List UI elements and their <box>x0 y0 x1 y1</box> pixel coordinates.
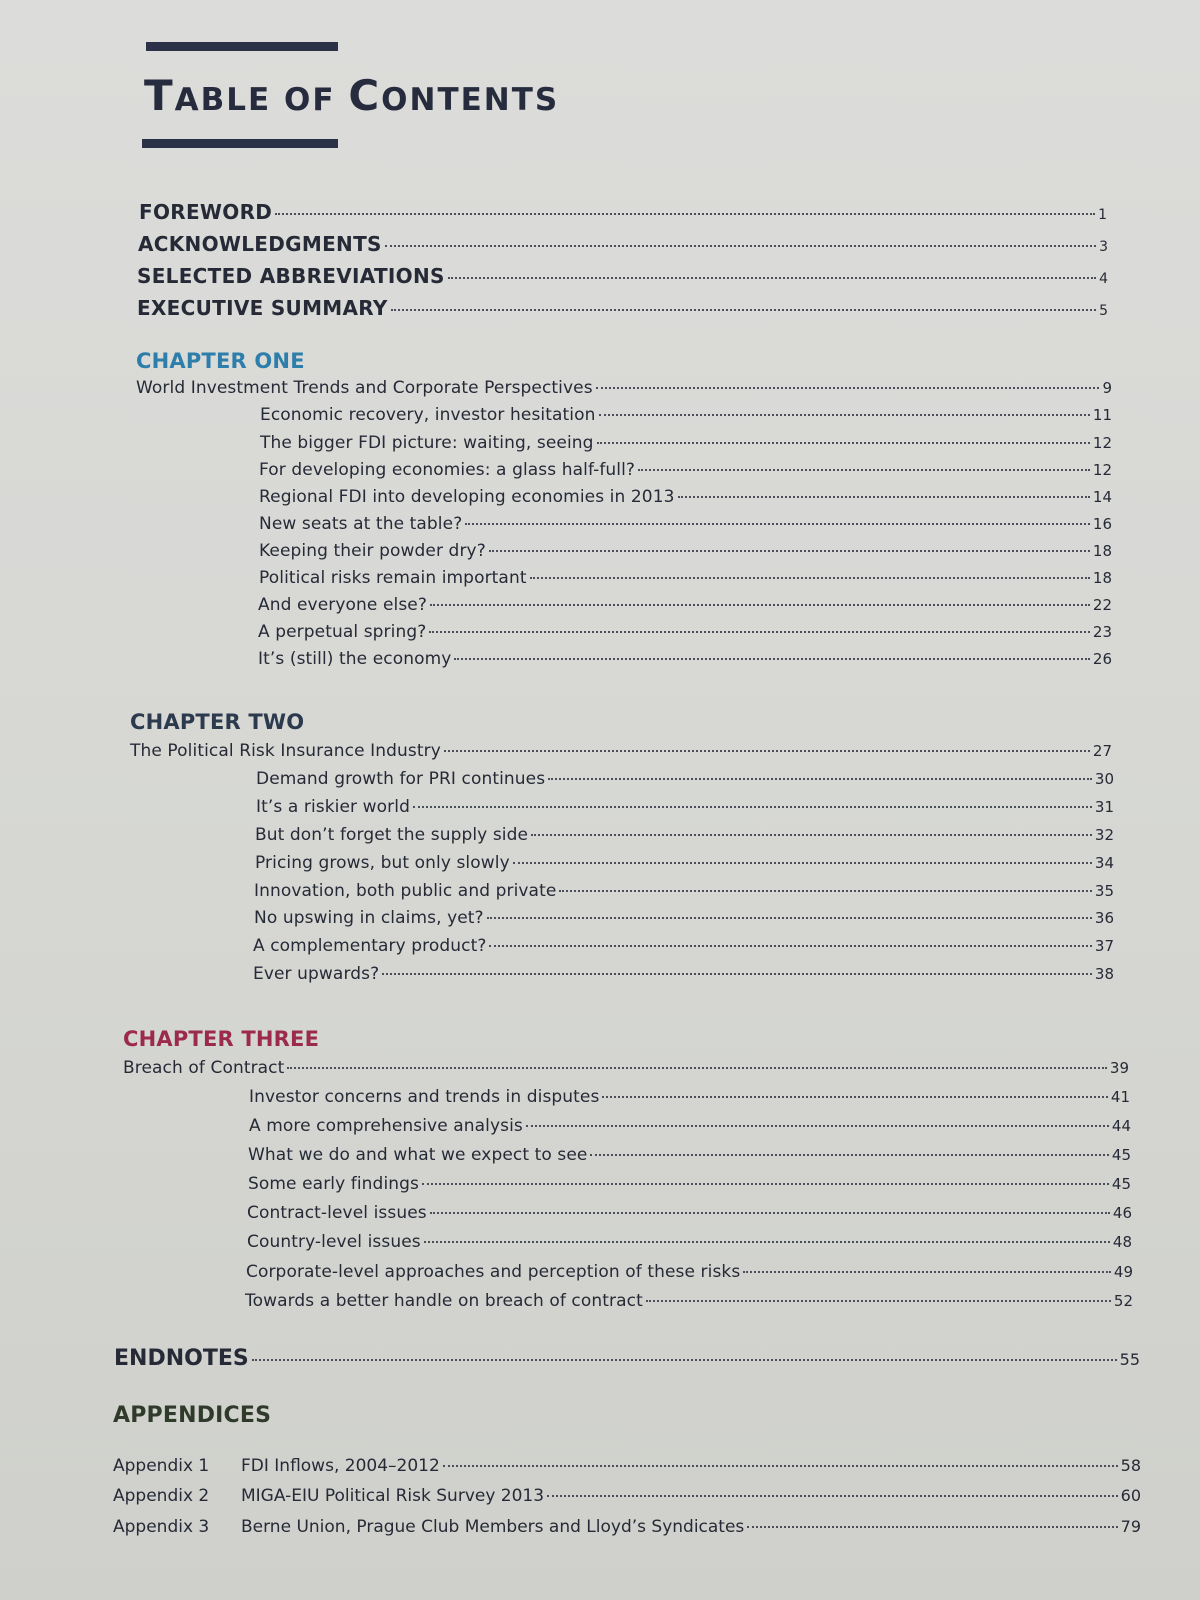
dot-leader <box>391 309 1096 311</box>
entry-label: Some early findings <box>248 1174 419 1194</box>
toc-section-entry[interactable] <box>256 769 1114 799</box>
entry-label: And everyone else? <box>258 595 427 615</box>
dot-leader <box>429 631 1090 633</box>
toc-appendix-entry[interactable] <box>113 1486 1141 1516</box>
page-number: 26 <box>1092 650 1112 668</box>
entry-label: A complementary product? <box>253 936 487 956</box>
dot-leader <box>487 917 1092 919</box>
entry-label: Keeping their powder dry? <box>259 541 486 561</box>
chapter-two-title-entry[interactable] <box>130 741 1112 771</box>
toc-appendix-entry[interactable] <box>113 1456 1141 1486</box>
entry-label: But don’t forget the supply side <box>255 825 529 845</box>
dot-leader <box>526 1125 1109 1127</box>
page-number: 14 <box>1092 488 1112 506</box>
entry-label: For developing economies: a glass half-full? <box>259 460 636 480</box>
page-number: 30 <box>1094 770 1114 788</box>
toc-section-entry[interactable] <box>249 1087 1130 1117</box>
entry-label: The bigger FDI picture: waiting, seeing <box>260 433 594 453</box>
toc-section-entry[interactable] <box>253 964 1114 994</box>
appendix-code: Appendix 2 <box>113 1486 210 1506</box>
page-number: 45 <box>1111 1146 1131 1164</box>
toc-section-entry[interactable] <box>258 622 1112 652</box>
entry-label: Regional FDI into developing economies in 2013 <box>259 487 675 507</box>
page-title: TABLE OF CONTENTS <box>144 71 560 120</box>
toc-section-entry[interactable] <box>259 487 1112 517</box>
page-number: 36 <box>1094 909 1114 927</box>
dot-leader <box>382 973 1092 975</box>
dot-leader <box>747 1526 1117 1528</box>
dot-leader <box>275 213 1095 215</box>
page-number: 1 <box>1098 207 1107 223</box>
toc-entry-abbreviations[interactable] <box>137 264 1108 294</box>
page-number: 79 <box>1120 1517 1141 1536</box>
toc-appendix-entry[interactable] <box>113 1517 1141 1547</box>
entry-label: No upswing in claims, yet? <box>254 908 484 928</box>
toc-section-entry[interactable] <box>259 568 1112 598</box>
page-number: 16 <box>1092 515 1112 533</box>
page-number: 23 <box>1092 623 1112 641</box>
entry-label: A more comprehensive analysis <box>249 1116 523 1136</box>
toc-section-entry[interactable] <box>254 881 1114 911</box>
page-number: 34 <box>1094 854 1114 872</box>
entry-label: Economic recovery, investor hesitation <box>260 405 596 425</box>
dot-leader <box>530 577 1090 579</box>
dot-leader <box>430 1212 1110 1214</box>
toc-section-entry[interactable] <box>258 649 1112 679</box>
page-number: 35 <box>1094 882 1114 900</box>
page-number: 11 <box>1092 406 1112 424</box>
page-number: 38 <box>1094 965 1114 983</box>
chapter-three-title-entry[interactable] <box>123 1058 1129 1088</box>
page-number: 58 <box>1120 1456 1141 1475</box>
dot-leader <box>646 1300 1111 1302</box>
dot-leader <box>548 778 1092 780</box>
dot-leader <box>547 1495 1118 1497</box>
entry-label: It’s a riskier world <box>256 797 410 817</box>
page-number: 3 <box>1099 239 1108 255</box>
dot-leader <box>513 862 1092 864</box>
dot-leader <box>743 1271 1111 1273</box>
entry-label: A perpetual spring? <box>258 622 427 642</box>
toc-section-entry[interactable] <box>247 1232 1132 1262</box>
dot-leader <box>252 1359 1117 1361</box>
entry-label: Pricing grows, but only slowly <box>255 853 510 873</box>
page-number: 18 <box>1092 542 1112 560</box>
entry-label: Berne Union, Prague Club Members and Lloyd’s Syndicates <box>241 1517 745 1537</box>
toc-section-entry[interactable] <box>248 1145 1131 1175</box>
toc-entry-foreword[interactable] <box>139 200 1107 230</box>
toc-section-entry[interactable] <box>247 1203 1132 1233</box>
toc-section-entry[interactable] <box>260 433 1112 463</box>
entry-label: ACKNOWLEDGMENTS <box>138 232 382 256</box>
dot-leader <box>597 442 1090 444</box>
page-number: 27 <box>1092 742 1112 760</box>
entry-label: Corporate-level approaches and perception of these risks <box>246 1262 741 1282</box>
toc-section-entry[interactable] <box>254 908 1114 938</box>
dot-leader <box>287 1067 1107 1069</box>
dot-leader <box>531 834 1092 836</box>
chapter-one-title-entry[interactable] <box>136 378 1112 408</box>
toc-entry-acknowledgments[interactable] <box>138 232 1108 262</box>
entry-label: Country-level issues <box>247 1232 421 1252</box>
entry-label: Breach of Contract <box>123 1058 285 1078</box>
entry-label: Demand growth for PRI continues <box>256 769 546 789</box>
dot-leader <box>385 245 1096 247</box>
page-number: 41 <box>1110 1088 1130 1106</box>
page-number: 37 <box>1094 937 1114 955</box>
page-number: 49 <box>1113 1263 1133 1281</box>
entry-label: MIGA-EIU Political Risk Survey 2013 <box>241 1486 545 1506</box>
page-number: 12 <box>1092 434 1112 452</box>
entry-label: What we do and what we expect to see <box>248 1145 588 1165</box>
page-number: 9 <box>1102 379 1112 397</box>
page-number: 4 <box>1099 271 1108 287</box>
page-number: 32 <box>1094 826 1114 844</box>
dot-leader <box>638 469 1090 471</box>
entry-label: Contract-level issues <box>247 1203 427 1223</box>
chapter-two-heading: CHAPTER TWO <box>130 710 305 734</box>
entry-label: It’s (still) the economy <box>258 649 452 669</box>
page-number: 12 <box>1092 461 1112 479</box>
toc-section-entry[interactable] <box>259 460 1112 490</box>
title-rule-bottom <box>142 139 338 148</box>
entry-label: Towards a better handle on breach of contract <box>245 1291 643 1311</box>
dot-leader <box>559 890 1092 892</box>
dot-leader <box>602 1096 1107 1098</box>
entry-label: Political risks remain important <box>259 568 527 588</box>
page-number: 60 <box>1120 1486 1141 1505</box>
entry-label: ENDNOTES <box>114 1346 249 1371</box>
entry-label: FOREWORD <box>139 200 273 224</box>
toc-section-entry[interactable] <box>259 514 1112 544</box>
toc-section-entry[interactable] <box>255 825 1114 855</box>
page-number: 18 <box>1092 569 1112 587</box>
dot-leader <box>454 658 1089 660</box>
chapter-one-heading: CHAPTER ONE <box>136 349 305 373</box>
dot-leader <box>413 806 1092 808</box>
dot-leader <box>448 277 1096 279</box>
dot-leader <box>489 550 1090 552</box>
entry-label: FDI Inflows, 2004–2012 <box>241 1456 440 1476</box>
appendix-code: Appendix 3 <box>113 1517 210 1537</box>
toc-section-entry[interactable] <box>259 541 1112 571</box>
toc-section-entry[interactable] <box>246 1262 1133 1292</box>
entry-label: The Political Risk Insurance Industry <box>130 741 441 761</box>
page-number: 55 <box>1119 1350 1140 1369</box>
title-rule-top <box>146 42 338 51</box>
toc-section-entry[interactable] <box>245 1291 1133 1321</box>
dot-leader <box>422 1183 1109 1185</box>
page-number: 48 <box>1112 1233 1132 1251</box>
toc-section-entry[interactable] <box>260 405 1112 435</box>
chapter-three-heading: CHAPTER THREE <box>123 1027 320 1051</box>
dot-leader <box>590 1154 1108 1156</box>
toc-entry-executive-summary[interactable] <box>137 296 1108 326</box>
dot-leader <box>596 387 1100 389</box>
toc-section-entry[interactable] <box>253 936 1114 966</box>
dot-leader <box>599 414 1090 416</box>
entry-label: New seats at the table? <box>259 514 463 534</box>
entry-label: EXECUTIVE SUMMARY <box>137 296 388 320</box>
dot-leader <box>465 523 1090 525</box>
entry-label: SELECTED ABBREVIATIONS <box>137 264 445 288</box>
dot-leader <box>443 1465 1118 1467</box>
toc-section-entry[interactable] <box>248 1174 1131 1204</box>
page-number: 46 <box>1112 1204 1132 1222</box>
page-number: 52 <box>1113 1292 1133 1310</box>
page-number: 45 <box>1111 1175 1131 1193</box>
page-number: 5 <box>1099 303 1108 319</box>
dot-leader <box>489 945 1091 947</box>
page-number: 31 <box>1094 798 1114 816</box>
page-number: 22 <box>1092 596 1112 614</box>
appendix-code: Appendix 1 <box>113 1456 210 1476</box>
dot-leader <box>678 496 1090 498</box>
entry-label: Innovation, both public and private <box>254 881 557 901</box>
entry-label: Investor concerns and trends in disputes <box>249 1087 600 1107</box>
entry-label: World Investment Trends and Corporate Perspectives <box>136 378 593 398</box>
dot-leader <box>444 750 1090 752</box>
appendices-heading: APPENDICES <box>113 1403 272 1428</box>
toc-section-entry[interactable] <box>255 853 1114 883</box>
dot-leader <box>424 1241 1110 1243</box>
dot-leader <box>430 604 1090 606</box>
page-number: 39 <box>1109 1059 1129 1077</box>
toc-section-entry[interactable] <box>258 595 1112 625</box>
page-number: 44 <box>1111 1117 1131 1135</box>
toc-section-entry[interactable] <box>249 1116 1131 1146</box>
toc-entry-endnotes[interactable] <box>114 1346 1140 1376</box>
entry-label: Ever upwards? <box>253 964 380 984</box>
toc-section-entry[interactable] <box>256 797 1114 827</box>
